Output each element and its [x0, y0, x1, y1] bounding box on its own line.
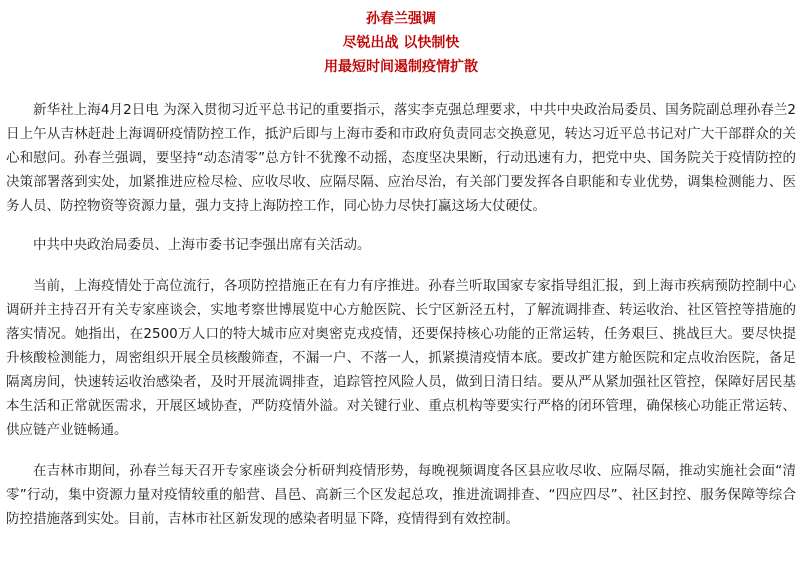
headline-line-1: 孙春兰强调	[366, 11, 436, 27]
headline-line-3: 用最短时间遏制疫情扩散	[324, 59, 478, 75]
headline-line-2: 尽锐出战 以快制快	[342, 35, 460, 51]
paragraph-1: 新华社上海4月2日电 为深入贯彻习近平总书记的重要指示，落实李克强总理要求，中共中央政治局委员、国务院副总理孙春兰2日上午从吉林赶赴上海调研疫情防控工作，抵沪后即与上海市委和市政府负责同志交换意见，转达习近平总书记对广大干部群众的关心和慰问。孙春兰强调，要坚持“动态清零”总方针不犹豫不动摇，态度坚决果断，行动迅速有力，把党中央、国务院关于疫情防控的决策部署落到实处，加紧推进应检尽检、应收尽收、应隔尽隔、应治尽治，有关部门要发挥各自职能和专业优势，调集检测能力、医务人员、防控物资等资源力量，强力支持上海防控工作，同心协力尽快打赢这场大仗硬仗。	[6, 102, 796, 214]
paragraph-2: 中共中央政治局委员、上海市委书记李强出席有关活动。	[33, 237, 371, 253]
paragraph-3: 当前，上海疫情处于高位流行，各项防控措施正在有力有序推进。孙春兰听取国家专家指导组汇报，到上海市疾病预防控制中心调研并主持召开有关专家座谈会，实地考察世博展览中心方舱医院、长宁区新泾五村，了解流调排查、转运收治、社区管控等措施的落实情况。她指出，在2500万人口的特大城市应对奥密克戎疫情，还要保持核心功能的正常运转，任务艰巨、挑战巨大。要尽快提升核酸检测能力，周密组织开展全员核酸筛查，不漏一户、不落一人，抓紧摸清疫情本底。要改扩建方舱医院和定点收治医院，备足隔离房间，快速转运收治感染者，及时开展流调排查，追踪管控风险人员，做到日清日结。要从严从紧加强社区管控，保障好居民基本生活和正常就医需求，开展区域协查，严防疫情外溢。对关键行业、重点机构等要实行严格的闭环管理，确保核心功能正常运转、供应链产业链畅通。	[6, 278, 796, 438]
paragraph-4: 在吉林市期间，孙春兰每天召开专家座谈会分析研判疫情形势，每晚视频调度各区县应收尽收、应隔尽隔，推动实施社会面“清零”行动，集中资源力量对疫情较重的船营、昌邑、高新三个区发起总攻，推进流调排查、“四应四尽”、社区封控、服务保障等综合防控措施落到实处。目前，吉林市社区新发现的感染者明显下降，疫情得到有效控制。	[6, 463, 796, 527]
